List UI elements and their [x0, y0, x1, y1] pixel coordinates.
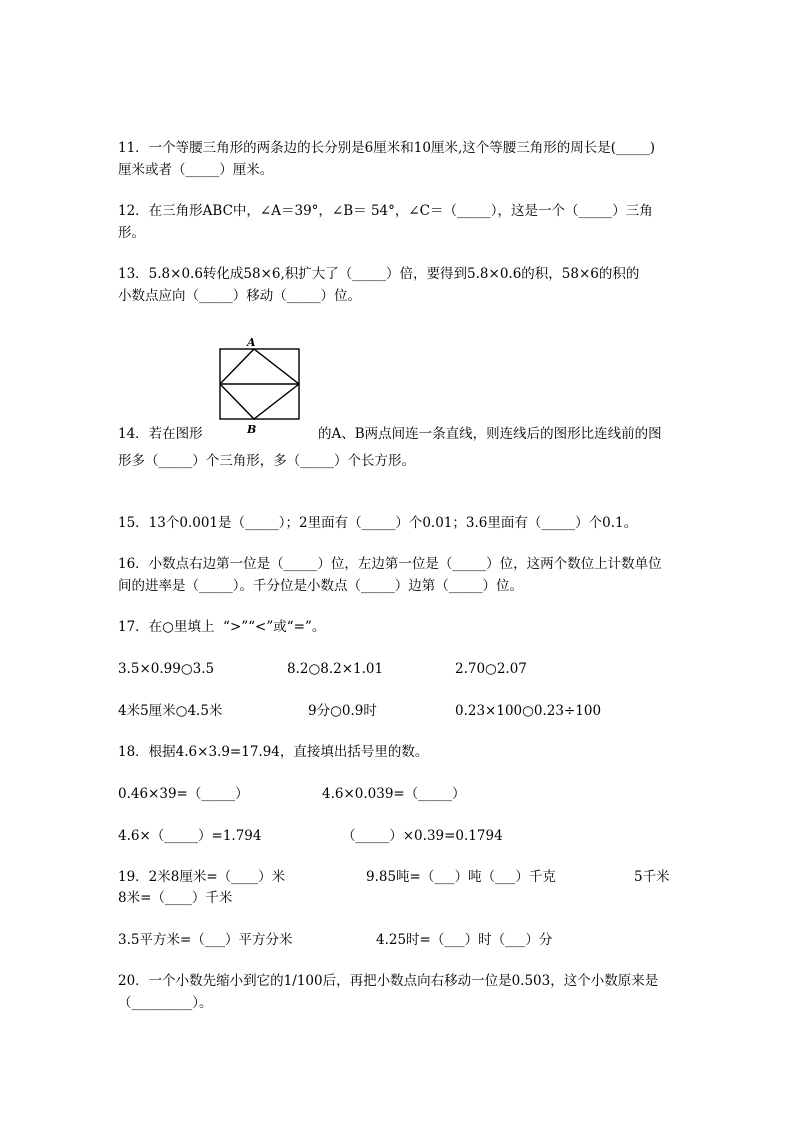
q19-row3-item2: 4.25时=（___）时（___）分 — [376, 932, 553, 948]
q16-line2: 间的进率是（_____）。千分位是小数点（_____）边第（_____）位。 — [118, 578, 523, 594]
q18-row1-item1: 0.46×39=（_____） — [118, 786, 249, 802]
point-b-label: B — [247, 423, 257, 436]
q11-line2: 厘米或者（_____）厘米。 — [118, 162, 274, 178]
q17-row2-item1: 4米5厘米○4.5米 — [118, 703, 223, 719]
q17-row2-item2: 9分○0.9时 — [308, 703, 377, 719]
q17-line1: 17．在○里填上 “>”“<”或“=”。 — [118, 619, 326, 635]
q17-row1-item1: 3.5×0.99○3.5 — [118, 661, 215, 677]
q20-line1: 20．一个小数先缩小到它的1/100后，再把小数点向右移动一位是0.503，这个小数原来是 — [118, 973, 659, 989]
q20-line2: （_________）。 — [118, 995, 213, 1011]
q15-line1: 15．13个0.001是（_____）；2里面有（_____）个0.01；3.6里面有（_____）个0.1。 — [118, 515, 638, 531]
q12-line1: 12．在三角形ABC中，∠A＝39°，∠B＝ 54°，∠C＝（_____），这是一个（_____）三角 — [118, 203, 653, 219]
rectangle-figure — [214, 336, 304, 436]
q19-row1-item2: 9.85吨=（___）吨（___）千克 — [366, 869, 556, 885]
rectangle-diagram — [214, 336, 304, 436]
point-a-label: A — [247, 336, 256, 349]
q13-line1: 13．5.8×0.6转化成58×6,积扩大了（_____）倍，要得到5.8×0.6的积，58×6的积的 — [118, 266, 640, 282]
q19-line2: 8米=（____）千米 — [118, 890, 233, 906]
q17-row1-item2: 8.2○8.2×1.01 — [287, 661, 384, 677]
q14-line1-after: 的A、B两点间连一条直线，则连线后的图形比连线前的图 — [318, 426, 662, 442]
q18-line1: 18．根据4.6×3.9=17.94，直接填出括号里的数。 — [118, 744, 429, 760]
q17-row1-item3: 2.70○2.07 — [455, 661, 527, 677]
q12-line2: 形。 — [118, 225, 145, 241]
q19-row3-item1: 3.5平方米=（___）平方分米 — [118, 932, 293, 948]
q17-row2-item3: 0.23×100○0.23÷100 — [455, 703, 602, 719]
q19-row1-item1: 19．2米8厘米=（____）米 — [118, 869, 286, 885]
q18-row2-item2: （_____）×0.39=0.1794 — [342, 828, 503, 844]
q19-row1-item3: 5千米 — [634, 869, 670, 885]
q18-row2-item1: 4.6×（_____）=1.794 — [118, 828, 262, 844]
q16-line1: 16．小数点右边第一位是（_____）位，左边第一位是（_____）位，这两个数位上计数单位 — [118, 556, 662, 572]
q11-line1: 11．一个等腰三角形的两条边的长分别是6厘米和10厘米,这个等腰三角形的周长是(_____) — [118, 140, 656, 156]
q14-line1-before: 14．若在图形 — [118, 426, 203, 442]
q13-line2: 小数点应向（_____）移动（_____）位。 — [118, 288, 361, 304]
q18-row1-item2: 4.6×0.039=（_____） — [322, 786, 466, 802]
q14-line2: 形多（_____）个三角形，多（_____）个长方形。 — [118, 453, 415, 469]
